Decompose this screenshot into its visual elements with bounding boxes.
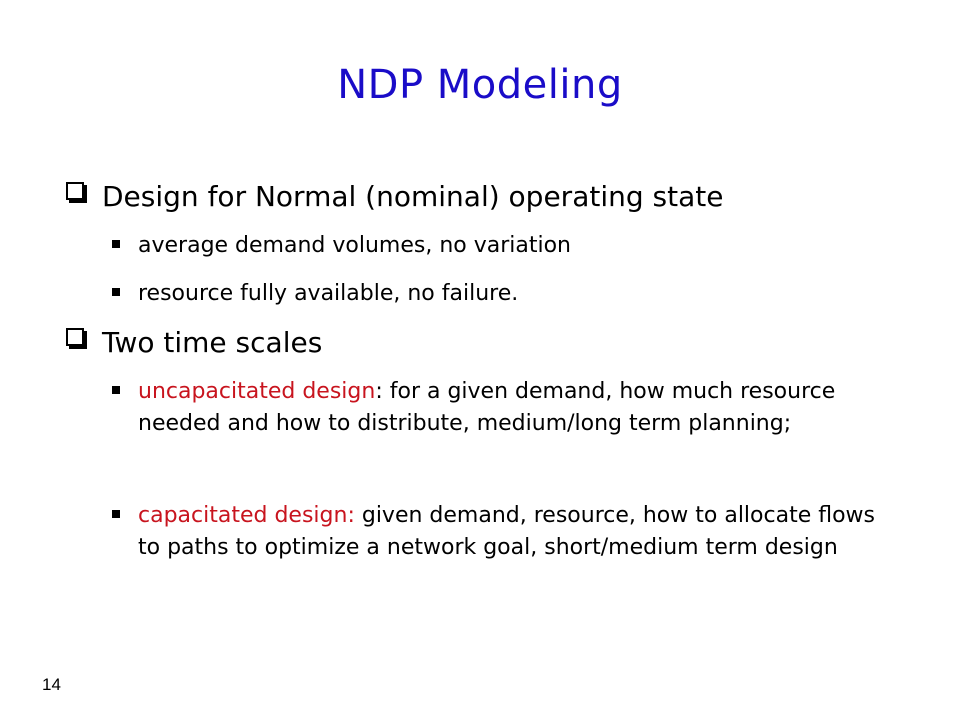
small-square-bullet-icon — [110, 376, 138, 440]
subbullet-text — [138, 376, 880, 440]
bullet-two-time-scales — [64, 326, 322, 360]
term-capacitated-design: capacitated design: — [138, 503, 355, 528]
slide-title: NDP Modeling — [337, 62, 623, 108]
subbullet-text: resource fully available, no failure. — [138, 281, 519, 306]
term-description: : for a given demand, how much resource needed and how to distribute, medium/long term planning; — [138, 379, 836, 436]
bullet-design-normal — [64, 180, 723, 214]
subbullet-uncapacitated — [110, 376, 880, 440]
square-bullet-icon — [64, 182, 102, 206]
subbullet-average-demand — [110, 230, 880, 262]
page-number: 14 — [42, 675, 61, 694]
small-square-bullet-icon — [110, 278, 138, 310]
term-description: given demand, resource, how to allocate flows to paths to optimize a network goal, short/medium term design — [138, 503, 876, 560]
square-bullet-icon — [64, 328, 102, 352]
subbullet-text: average demand volumes, no variation — [138, 233, 571, 258]
term-uncapacitated-design: uncapacitated design — [138, 379, 376, 404]
subbullet-resource-available — [110, 278, 880, 310]
subbullet-text — [138, 500, 880, 564]
bullet-text: Design for Normal (nominal) operating state — [102, 180, 724, 213]
subbullet-capacitated — [110, 500, 880, 564]
small-square-bullet-icon — [110, 230, 138, 262]
bullet-text: Two time scales — [102, 326, 323, 359]
small-square-bullet-icon — [110, 500, 138, 564]
